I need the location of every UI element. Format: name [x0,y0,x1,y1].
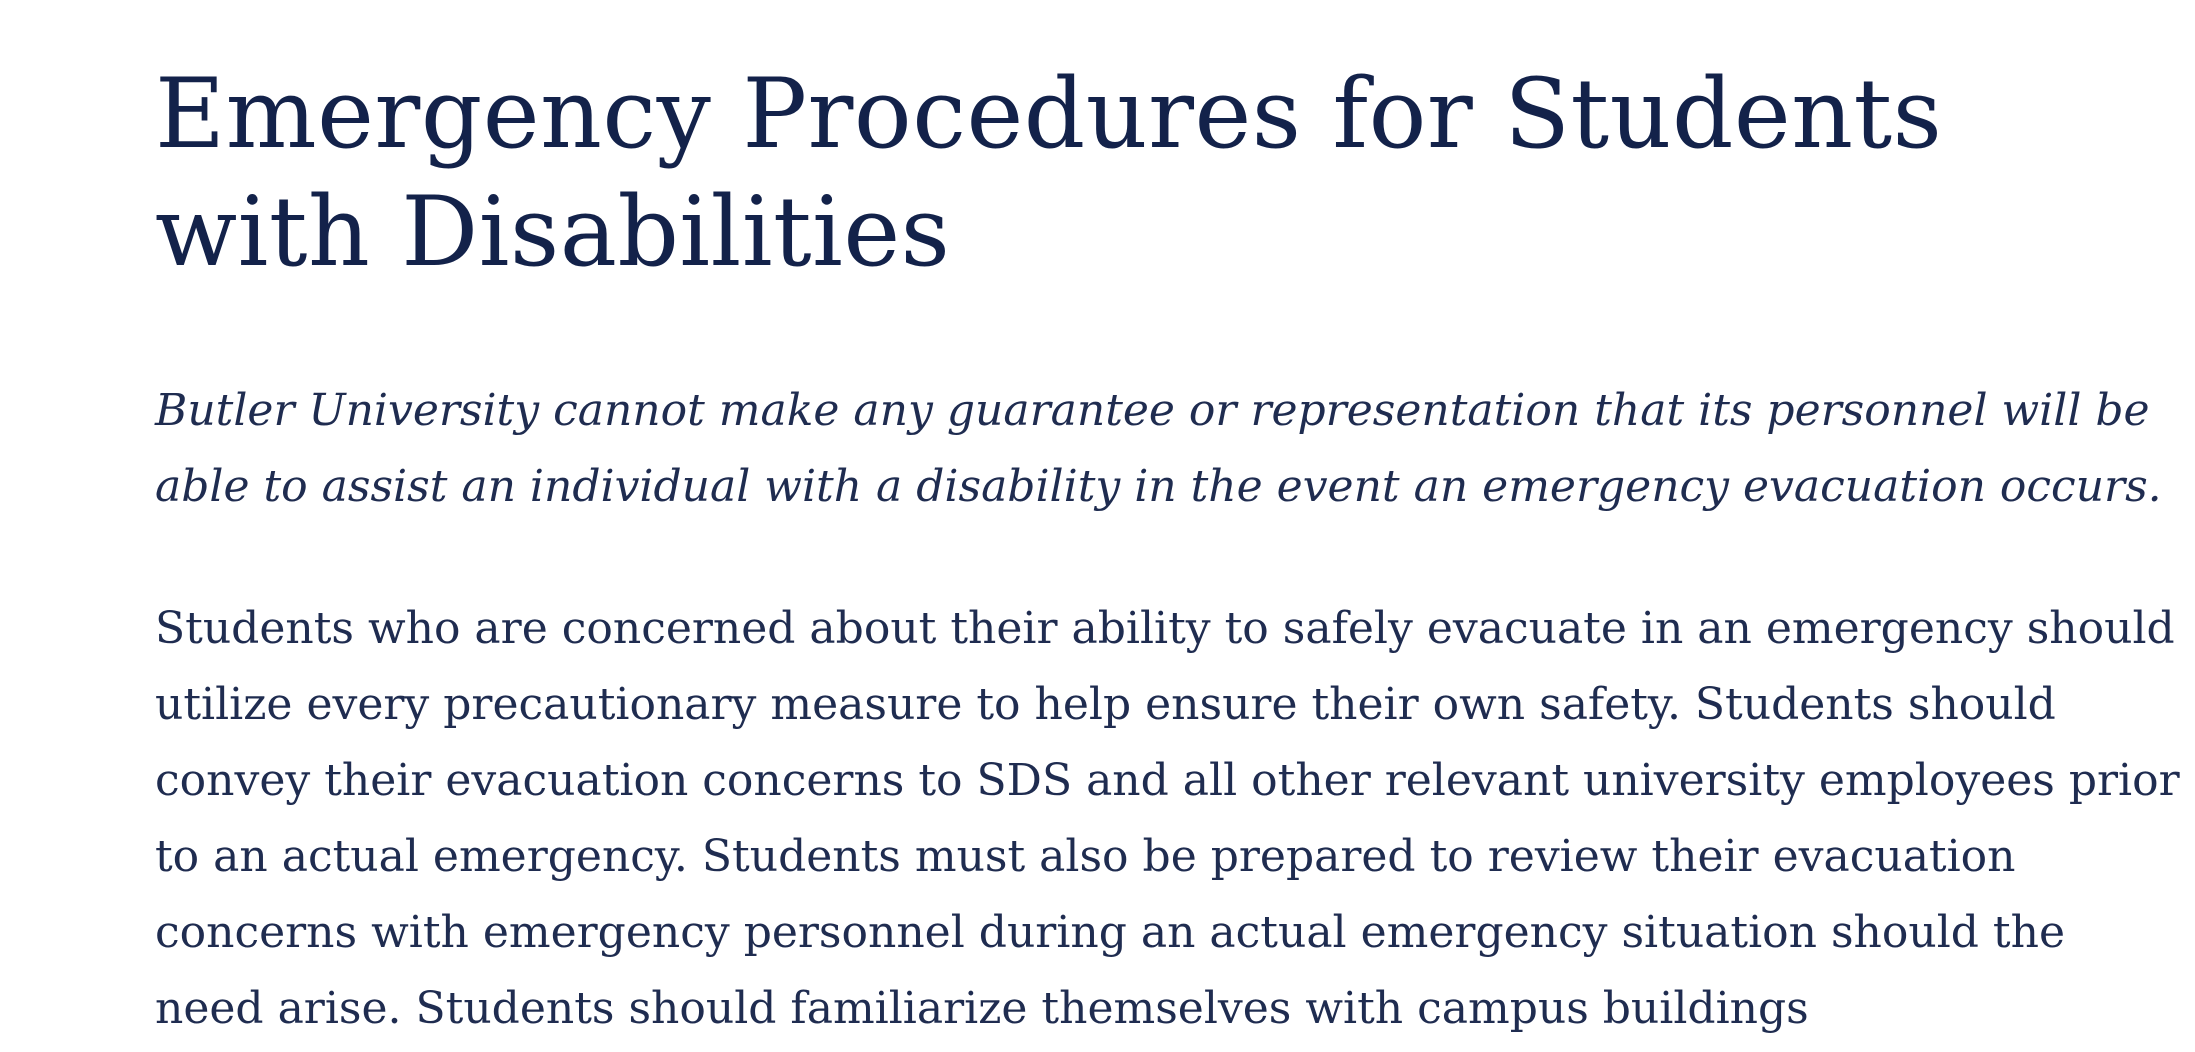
page-title: Emergency Procedures for Students with Disabilities [155,58,1943,288]
body-paragraph: Students who are concerned about their ability to safely evacuate in an emergency should utilize every precautionary measure to help ensure their own safety. Students should convey their evacuation concerns to SDS and all other relevant university employees prior to an actual emergency. Students must also be prepared to review their evacuation concerns with emergency personnel during an actual emergency situation should the need arise. Students should familiarize themselves with campus buildings [155,603,2180,1034]
article-content [155,55,2185,1047]
disclaimer-paragraph: Butler University cannot make any guarantee or representation that its personnel will be able to assist an individual with a disability in the event an emergency evacuation occurs. [155,385,2162,512]
